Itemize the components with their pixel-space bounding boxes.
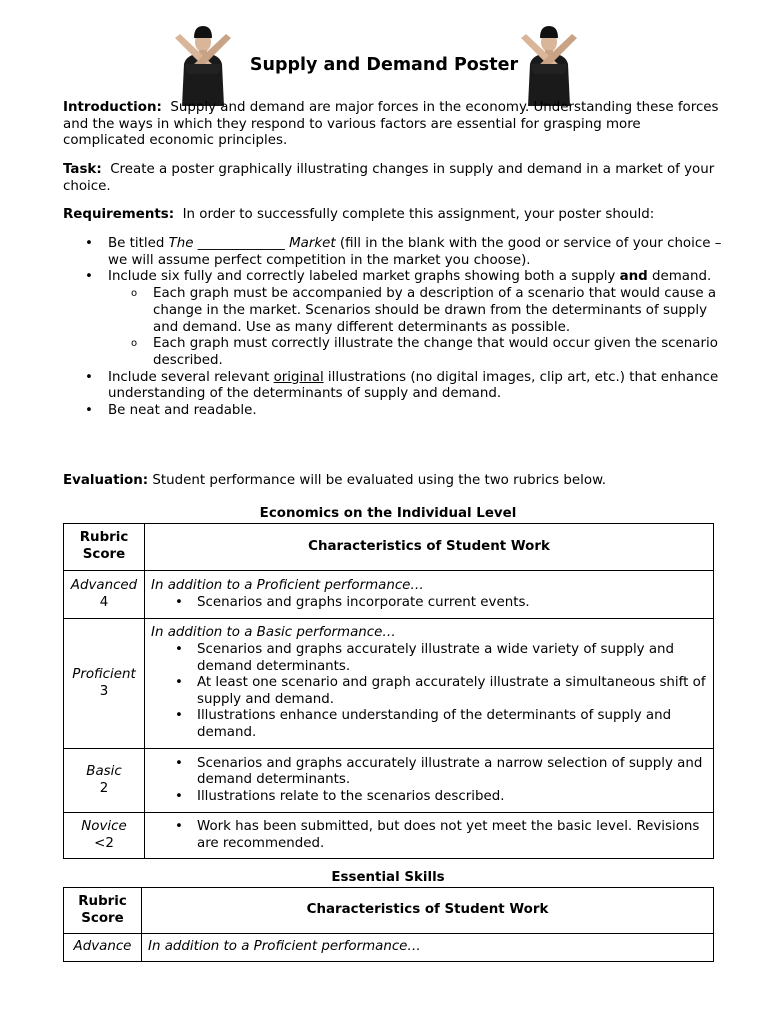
- evaluation-text: Student performance will be evaluated using the two rubrics below.: [152, 473, 607, 488]
- table-row: [64, 749, 714, 813]
- header-characteristics: Characteristics of Student Work: [142, 888, 714, 934]
- bullet-icon: •: [85, 403, 93, 419]
- bullet-icon: •: [175, 755, 183, 771]
- introduction-paragraph: [63, 100, 723, 150]
- score-cell: Advanced 4: [64, 571, 145, 619]
- evaluation-label: Evaluation:: [63, 473, 149, 488]
- list-item: • Include six fully and correctly labeled market graphs showing both a supply and demand.: [85, 269, 712, 285]
- characteristics-cell: In addition to a Basic performance… • Scenarios and graphs accurately illustrate a wide variety of supply and demand determinants. • At least one scenario and graph accurately illustrate a simultaneous shift of supply and demand. • Illustrations enhance understanding of the determinants of supply and demand.: [145, 619, 714, 749]
- table-row: [64, 813, 714, 859]
- characteristics-cell: In addition to a Proficient performance… • Scenarios and graphs incorporate current events.: [145, 571, 714, 619]
- score-cell: Advance: [64, 934, 142, 962]
- bullet-icon: •: [175, 708, 183, 724]
- header-characteristics: Characteristics of Student Work: [145, 524, 714, 571]
- bullet-icon: •: [85, 269, 93, 285]
- table-row: [64, 934, 714, 962]
- header-rubric-score: Rubric Score: [64, 888, 142, 934]
- table-row: [64, 524, 714, 571]
- task-paragraph: [63, 162, 723, 195]
- bullet-icon: •: [175, 675, 183, 691]
- sub-list-item: o Each graph must correctly illustrate the change that would occur given the scenario described.: [131, 336, 718, 368]
- requirements-text: In order to successfully complete this assignment, your poster should:: [182, 207, 655, 222]
- score-cell: Proficient 3: [64, 619, 145, 749]
- page-title: Supply and Demand Poster: [249, 55, 519, 75]
- requirements-label: Requirements:: [63, 207, 175, 222]
- sub-list-item: o Each graph must be accompanied by a description of a scenario that would cause a change in the market. Scenarios should be drawn from the determinants of supply and demand. Use as many different determinants as possible.: [131, 286, 717, 335]
- evaluation-paragraph: [63, 473, 723, 490]
- header-rubric-score: Rubric Score: [64, 524, 145, 571]
- table-row: [64, 619, 714, 749]
- sub-bullet-icon: o: [131, 288, 138, 300]
- rubric2-table: [63, 887, 714, 962]
- requirements-paragraph: [63, 207, 723, 224]
- characteristics-cell: • Scenarios and graphs accurately illustrate a narrow selection of supply and demand determinants. • Illustrations relate to the scenarios described.: [145, 749, 714, 813]
- rubric1-table: [63, 523, 714, 859]
- task-text: Create a poster graphically illustrating changes in supply and demand in a market of your choice.: [63, 162, 715, 194]
- score-cell: Novice <2: [64, 813, 145, 859]
- bullet-icon: •: [85, 236, 93, 251]
- rubric2-caption: Essential Skills: [331, 870, 445, 885]
- table-row: [64, 571, 714, 619]
- sub-bullet-icon: o: [131, 338, 138, 350]
- bullet-icon: •: [85, 369, 93, 385]
- introduction-text: Supply and demand are major forces in the economy. Understanding these forces and the ways in which they respond to various factors are essential for grasping more complicated economic principles.: [63, 100, 719, 149]
- task-label: Task:: [63, 162, 102, 177]
- table-row: [64, 888, 714, 934]
- bullet-icon: •: [175, 788, 183, 804]
- list-item: • Be titled The _____________ Market (fill in the blank with the good or service of your choice – we will assume perfect competition in the market you choose).: [85, 236, 722, 268]
- bullet-icon: •: [175, 594, 183, 610]
- bullet-icon: •: [175, 642, 183, 658]
- list-item: • Include several relevant original illustrations (no digital images, clip art, etc.) that enhance understanding of the determinants of supply and demand.: [85, 369, 719, 402]
- characteristics-cell: • Work has been submitted, but does not yet meet the basic level. Revisions are recommended.: [145, 813, 714, 859]
- rubric1-caption: Economics on the Individual Level: [259, 506, 517, 521]
- requirements-list: [63, 236, 723, 420]
- score-cell: Basic 2: [64, 749, 145, 813]
- introduction-label: Introduction:: [63, 100, 162, 115]
- list-item: • Be neat and readable.: [85, 403, 257, 419]
- bullet-icon: •: [175, 818, 183, 834]
- characteristics-cell: In addition to a Proficient performance…: [142, 934, 714, 962]
